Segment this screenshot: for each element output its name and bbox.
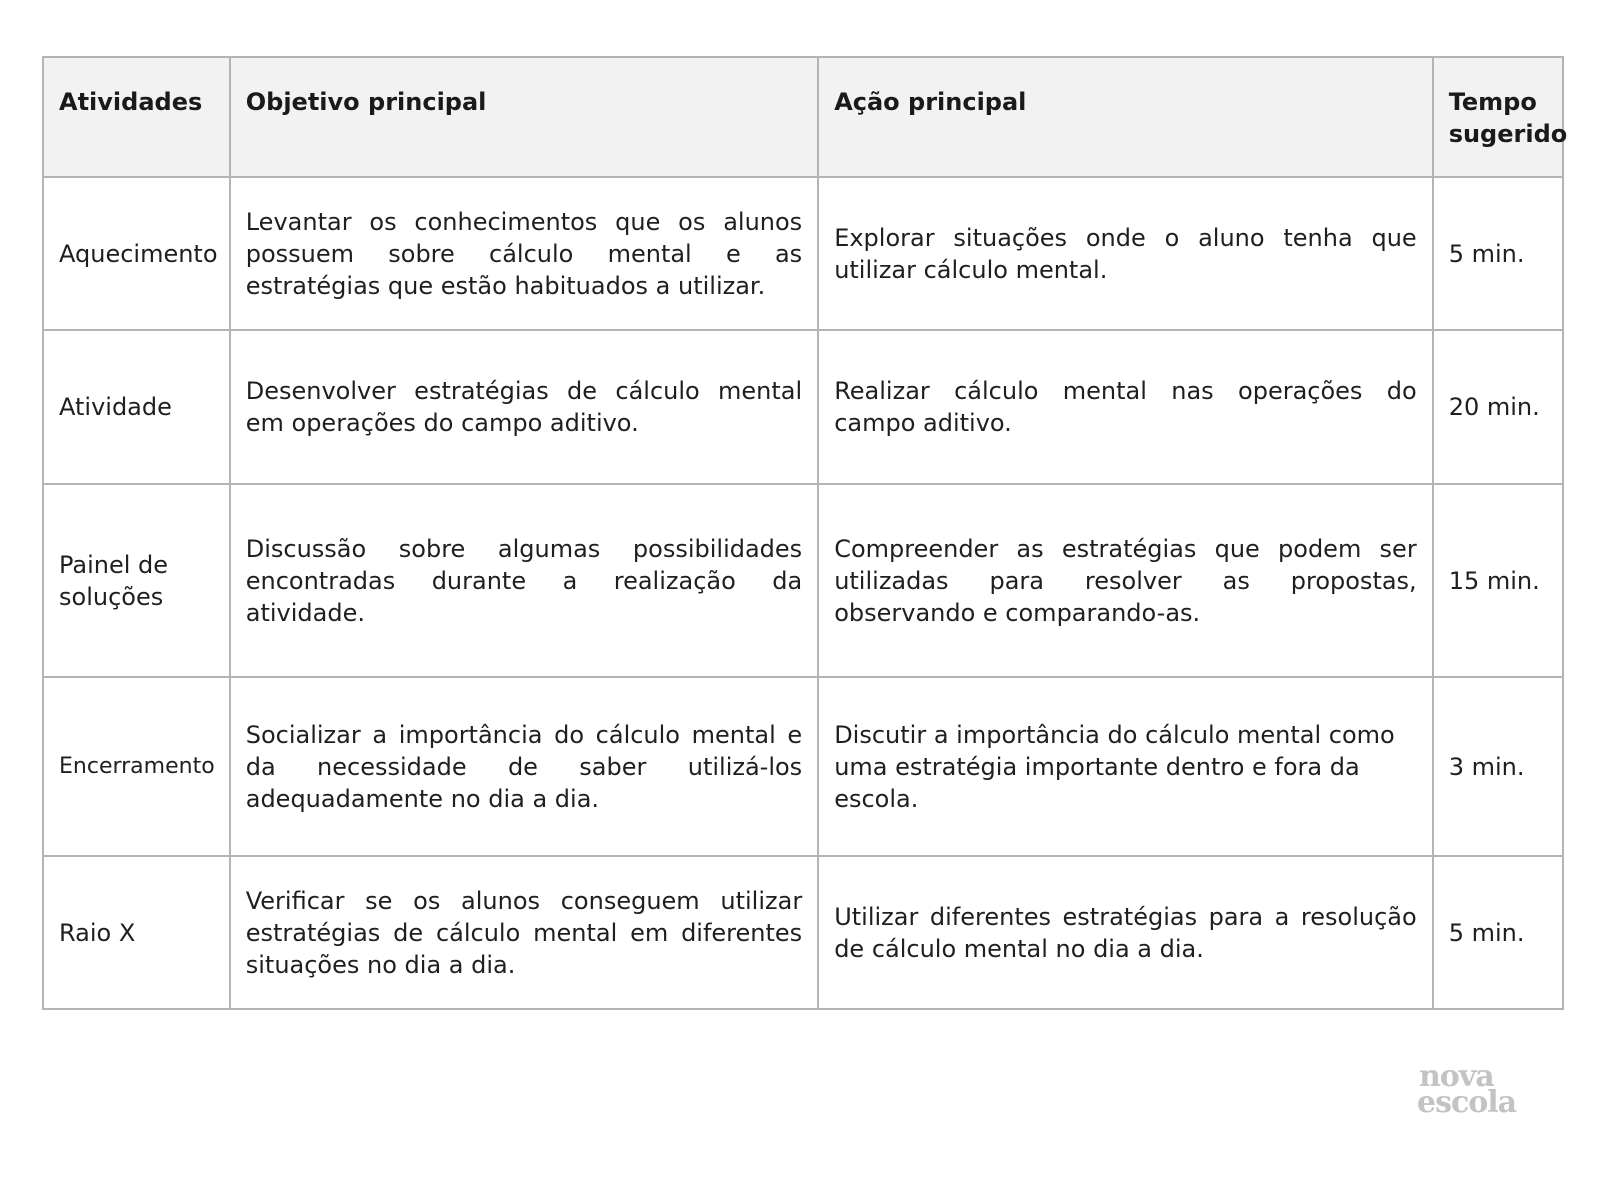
- header-tempo-sugerido: Tempo sugerido: [1433, 57, 1563, 177]
- cell-tempo: 3 min.: [1433, 677, 1563, 856]
- cell-tempo: 15 min.: [1433, 484, 1563, 677]
- cell-atividade: Encerramento: [43, 677, 230, 856]
- cell-objetivo: Verificar se os alunos conseguem utilizar estratégias de cálculo mental em diferentes situações no dia a dia.: [230, 856, 818, 1009]
- cell-acao: Realizar cálculo mental nas operações do campo aditivo.: [818, 330, 1433, 484]
- cell-objetivo: Discussão sobre algumas possibilidades encontradas durante a realização da atividade.: [230, 484, 818, 677]
- cell-atividade: Painel de soluções: [43, 484, 230, 677]
- logo-line-nova: nova: [1419, 1059, 1494, 1094]
- logo-line-escola: escola: [1417, 1085, 1517, 1120]
- cell-acao: Explorar situações onde o aluno tenha que utilizar cálculo mental.: [818, 177, 1433, 330]
- cell-tempo: 20 min.: [1433, 330, 1563, 484]
- cell-objetivo: Socializar a importância do cálculo mental e da necessidade de saber utilizá-los adequadamente no dia a dia.: [230, 677, 818, 856]
- table-row: [43, 484, 1563, 677]
- header-objetivo-principal: Objetivo principal: [230, 57, 818, 177]
- cell-atividade: Aquecimento: [43, 177, 230, 330]
- cell-objetivo: Desenvolver estratégias de cálculo mental em operações do campo aditivo.: [230, 330, 818, 484]
- header-atividades: Atividades: [43, 57, 230, 177]
- nova-escola-logo: [1417, 1059, 1537, 1120]
- table-row: [43, 177, 1563, 330]
- lesson-plan-table: [42, 56, 1568, 1010]
- cell-acao: Utilizar diferentes estratégias para a resolução de cálculo mental no dia a dia.: [818, 856, 1433, 1009]
- cell-tempo: 5 min.: [1433, 856, 1563, 1009]
- table-header-row: [43, 57, 1563, 177]
- cell-atividade: Raio X: [43, 856, 230, 1009]
- table-row: [43, 856, 1563, 1009]
- header-acao-principal: Ação principal: [818, 57, 1433, 177]
- table-row: [43, 330, 1563, 484]
- cell-acao: Discutir a importância do cálculo mental como uma estratégia importante dentro e fora da escola.: [818, 677, 1433, 856]
- table-row: [43, 677, 1563, 856]
- cell-objetivo: Levantar os conhecimentos que os alunos possuem sobre cálculo mental e as estratégias que estão habituados a utilizar.: [230, 177, 818, 330]
- cell-tempo: 5 min.: [1433, 177, 1563, 330]
- cell-acao: Compreender as estratégias que podem ser utilizadas para resolver as propostas, observando e comparando-as.: [818, 484, 1433, 677]
- cell-atividade: Atividade: [43, 330, 230, 484]
